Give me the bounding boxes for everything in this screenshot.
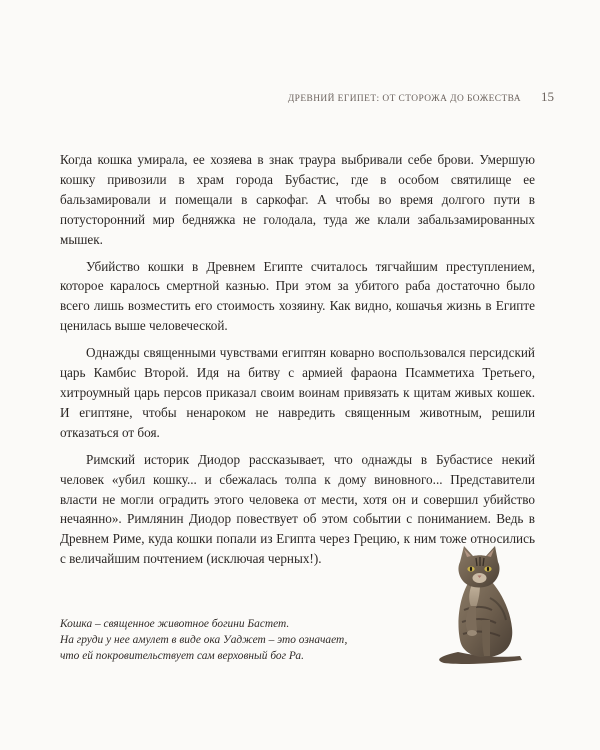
caption-line: На груди у нее амулет в виде ока Уаджет – это означает, (60, 634, 348, 646)
body-text (60, 150, 535, 576)
paragraph: Римский историк Диодор рассказывает, что однажды в Бубастисе некий человек «убил кошку... и сбежалась толпа к дому виновного... Представители власти не могли оградить этого человека от мести, хотя он и совершил убийство нечаянно». Римлянин Диодор повествует об этом событии с пониманием. Ведь в Древнем Риме, куда кошки попали из Египта через Грецию, к ним тоже относились с величайшим почтением (исключая черных!). (60, 451, 535, 567)
page-number: 15 (541, 89, 554, 104)
caption-line: что ей покровительствует сам верховный бог Ра. (60, 650, 304, 662)
photo-caption (60, 616, 380, 664)
running-head (60, 89, 554, 105)
chapter-title: ДРЕВНИЙ ЕГИПЕТ: ОТ СТОРОЖА ДО БОЖЕСТВА (287, 94, 521, 104)
caption-line: Кошка – священное животное богини Бастет. (60, 618, 290, 630)
cat-photo (430, 540, 530, 666)
paragraph: Однажды священными чувствами египтян коварно воспользовался персидский царь Камбис Второй. Идя на битву с армией фараона Псамметиха Третьего, хитроумный царь персов приказал своим воинам привязать к щитам живых кошек. И египтяне, чтобы ненароком не навредить священным животным, решили отказаться от боя. (60, 345, 535, 440)
paragraph: Когда кошка умирала, ее хозяева в знак траура выбривали себе брови. Умершую кошку привозили в храм города Бубастис, где в особом святилище ее бальзамировали и помещали в саркофаг. А чтобы во время долгого пути в потусторонний мир бедняжка не голодала, туда же клали забальзамированных мышек. (60, 152, 535, 247)
paragraph: Убийство кошки в Древнем Египте считалось тягчайшим преступлением, которое каралось смертной казнью. При этом за убитого раба достаточно было всего лишь возместить его стоимость хозяину. Как видно, кошачья жизнь в Египте ценилась выше человеческой. (60, 258, 535, 334)
